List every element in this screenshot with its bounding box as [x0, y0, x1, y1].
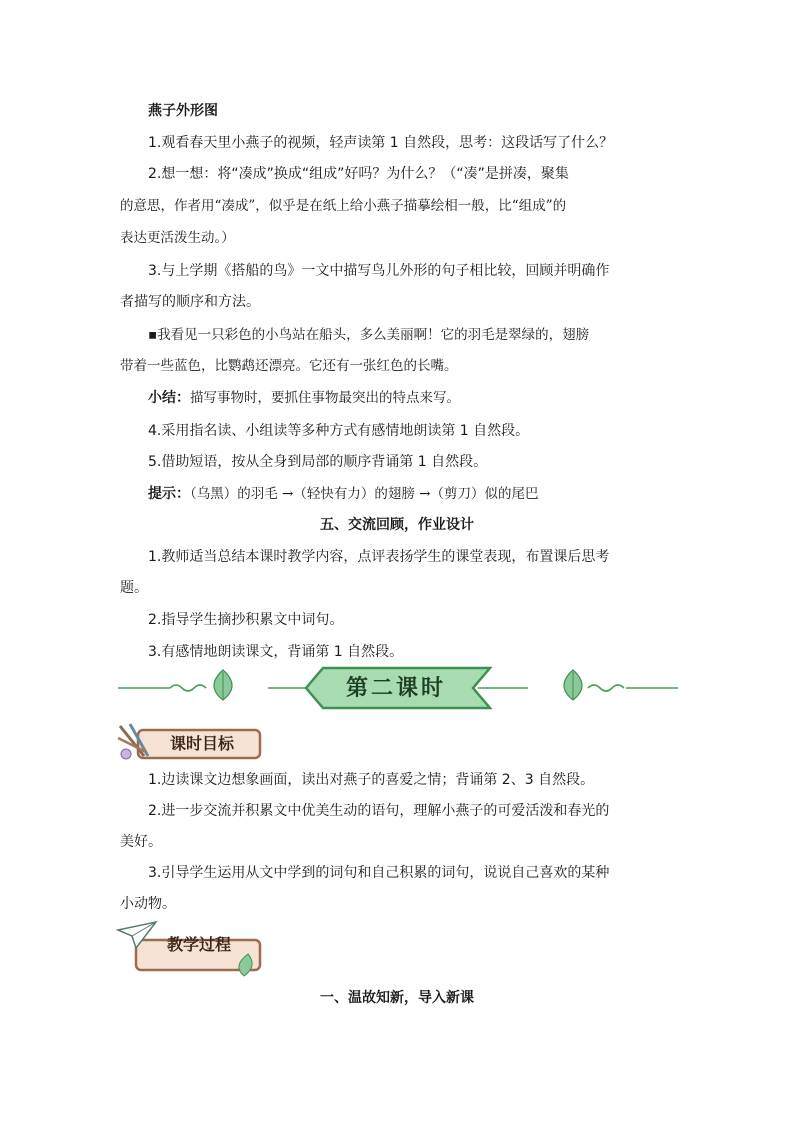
leaf-icon [214, 670, 232, 700]
quote-line-2: 带着一些蓝色，比鹦鹉还漂亮。它还有一张红色的长嘴。 [120, 358, 458, 374]
summary-text: 描写事物时，要抓住事物最突出的特点来写。 [190, 390, 460, 406]
quote-line-1: ▪我看见一只彩色的小鸟站在船头，多么美丽啊！它的羽毛是翠绿的，翅膀 [148, 327, 590, 343]
step-2-line-2: 的意思，作者用“凑成”，似乎是在纸上给小燕子描摹绘相一般，比“组成”的 [120, 198, 567, 214]
goals-badge-label: 课时目标 [169, 734, 234, 753]
hint [148, 484, 538, 504]
part1-heading: 一、温故知新，导入新课 [320, 990, 474, 1006]
step-3-line-1: 3.与上学期《搭船的鸟》一文中描写鸟儿外形的句子相比较，回顾并明确作 [148, 263, 610, 279]
part5-item-2: 2.指导学生摘抄积累文中词句。 [148, 612, 344, 628]
step-3-line-2: 者描写的顺序和方法。 [120, 294, 260, 310]
summary [148, 388, 460, 408]
hint-text: （乌黑）的羽毛 →（轻快有力）的翅膀 →（剪刀）似的尾巴 [190, 486, 539, 502]
process-badge-label: 教学过程 [166, 935, 231, 954]
summary-label: 小结： [148, 390, 190, 406]
goal-3-line-1: 3.引导学生运用从文中学到的词句和自己积累的词句，说说自己喜欢的某种 [148, 865, 610, 881]
step-2-line-3: 表达更活泼生动。） [120, 230, 235, 246]
step-1: 1.观看春天里小燕子的视频，轻声读第 1 自然段，思考：这段话写了什么？ [148, 135, 614, 151]
goal-2-line-1: 2.进一步交流并积累文中优美生动的语句，理解小燕子的可爱活泼和春光的 [148, 803, 610, 819]
part5-item-3: 3.有感情地朗读课文，背诵第 1 自然段。 [148, 644, 404, 660]
goal-2-line-2: 美好。 [120, 834, 162, 850]
part5-item-1-line-2: 题。 [120, 580, 148, 596]
step-4: 4.采用指名读、小组读等多种方式有感情地朗读第 1 自然段。 [148, 423, 530, 439]
goal-3-line-2: 小动物。 [120, 896, 176, 912]
lesson-banner-title: 第二课时 [345, 675, 446, 701]
hint-label: 提示： [148, 486, 190, 502]
leaf-icon [564, 670, 582, 700]
part5-heading: 五、交流回顾，作业设计 [320, 517, 474, 533]
step-2-line-1: 2.想一想：将“凑成”换成“组成”好吗？为什么？（“凑”是拼凑，聚集 [148, 166, 569, 182]
part5-item-1-line-1: 1.教师适当总结本课时教学内容，点评表扬学生的课堂表现，布置课后思考 [148, 549, 610, 565]
section-title: 燕子外形图 [148, 103, 218, 119]
step-5: 5.借助短语，按从全身到局部的顺序背诵第 1 自然段。 [148, 454, 488, 470]
goal-1: 1.边读课文边想象画面，读出对燕子的喜爱之情；背诵第 2、3 自然段。 [148, 772, 595, 788]
